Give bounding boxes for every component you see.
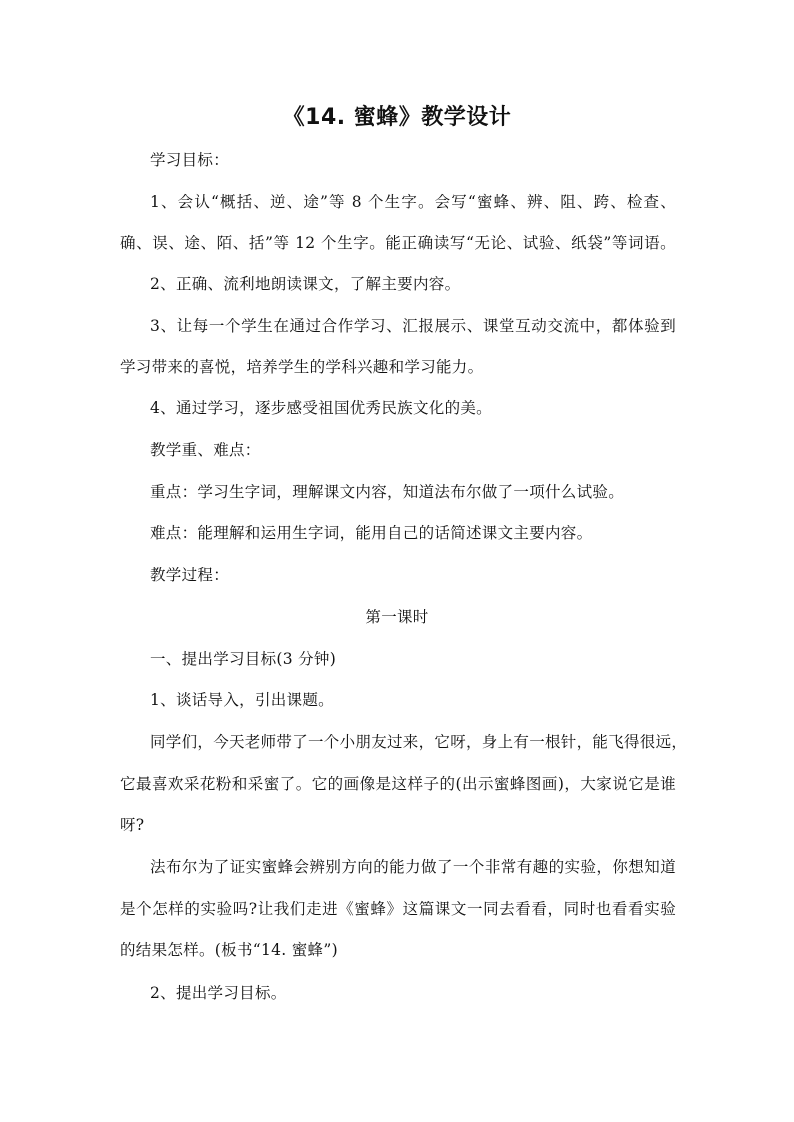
key-point: 重点：学习生字词，理解课文内容，知道法布尔做了一项什么试验。 bbox=[150, 483, 625, 501]
process-heading: 教学过程： bbox=[150, 566, 230, 584]
objective-3-line-1: 3、让每一个学生在通过合作学习、汇报展示、课堂互动交流中，都体验到 bbox=[150, 317, 676, 335]
objective-4: 4、通过学习，逐步感受祖国优秀民族文化的美。 bbox=[150, 399, 492, 417]
para-1-line-1: 同学们，今天老师带了一个小朋友过来，它呀，身上有一根针，能飞得很远， bbox=[150, 733, 688, 751]
objectives-heading: 学习目标： bbox=[150, 151, 230, 169]
objective-2: 2、正确、流利地朗读课文，了解主要内容。 bbox=[150, 275, 461, 293]
objective-1-line-2: 确、误、途、陌、括”等 12 个生字。能正确读写“无论、试验、纸袋”等词语。 bbox=[120, 234, 676, 252]
lesson-heading: 第一课时 bbox=[365, 608, 429, 626]
section-1-heading: 一、提出学习目标(3 分钟) bbox=[150, 650, 337, 668]
para-1-line-3: 呀? bbox=[120, 816, 145, 834]
objective-1-line-1: 1、会认“概括、逆、途”等 8 个生字。会写“蜜蜂、辨、阻、跨、检查、 bbox=[150, 193, 676, 211]
difficult-point: 难点：能理解和运用生字词，能用自己的话简述课文主要内容。 bbox=[150, 524, 593, 542]
para-1-line-2: 它最喜欢采花粉和采蜜了。它的画像是这样子的(出示蜜蜂图画)，大家说它是谁 bbox=[120, 775, 676, 793]
step-1: 1、谈话导入，引出课题。 bbox=[150, 691, 334, 709]
document-title: 《14. 蜜蜂》教学设计 bbox=[282, 105, 512, 130]
step-2: 2、提出学习目标。 bbox=[150, 984, 287, 1002]
key-points-heading: 教学重、难点： bbox=[150, 441, 261, 459]
objective-3-line-2: 学习带来的喜悦，培养学生的学科兴趣和学习能力。 bbox=[120, 358, 484, 376]
para-2-line-2: 是个怎样的实验吗?让我们走进《蜜蜂》这篇课文一同去看看，同时也看看实验 bbox=[120, 900, 676, 918]
para-2-line-3: 的结果怎样。(板书“14. 蜜蜂”) bbox=[120, 941, 338, 959]
para-2-line-1: 法布尔为了证实蜜蜂会辨别方向的能力做了一个非常有趣的实验，你想知道 bbox=[150, 858, 676, 876]
